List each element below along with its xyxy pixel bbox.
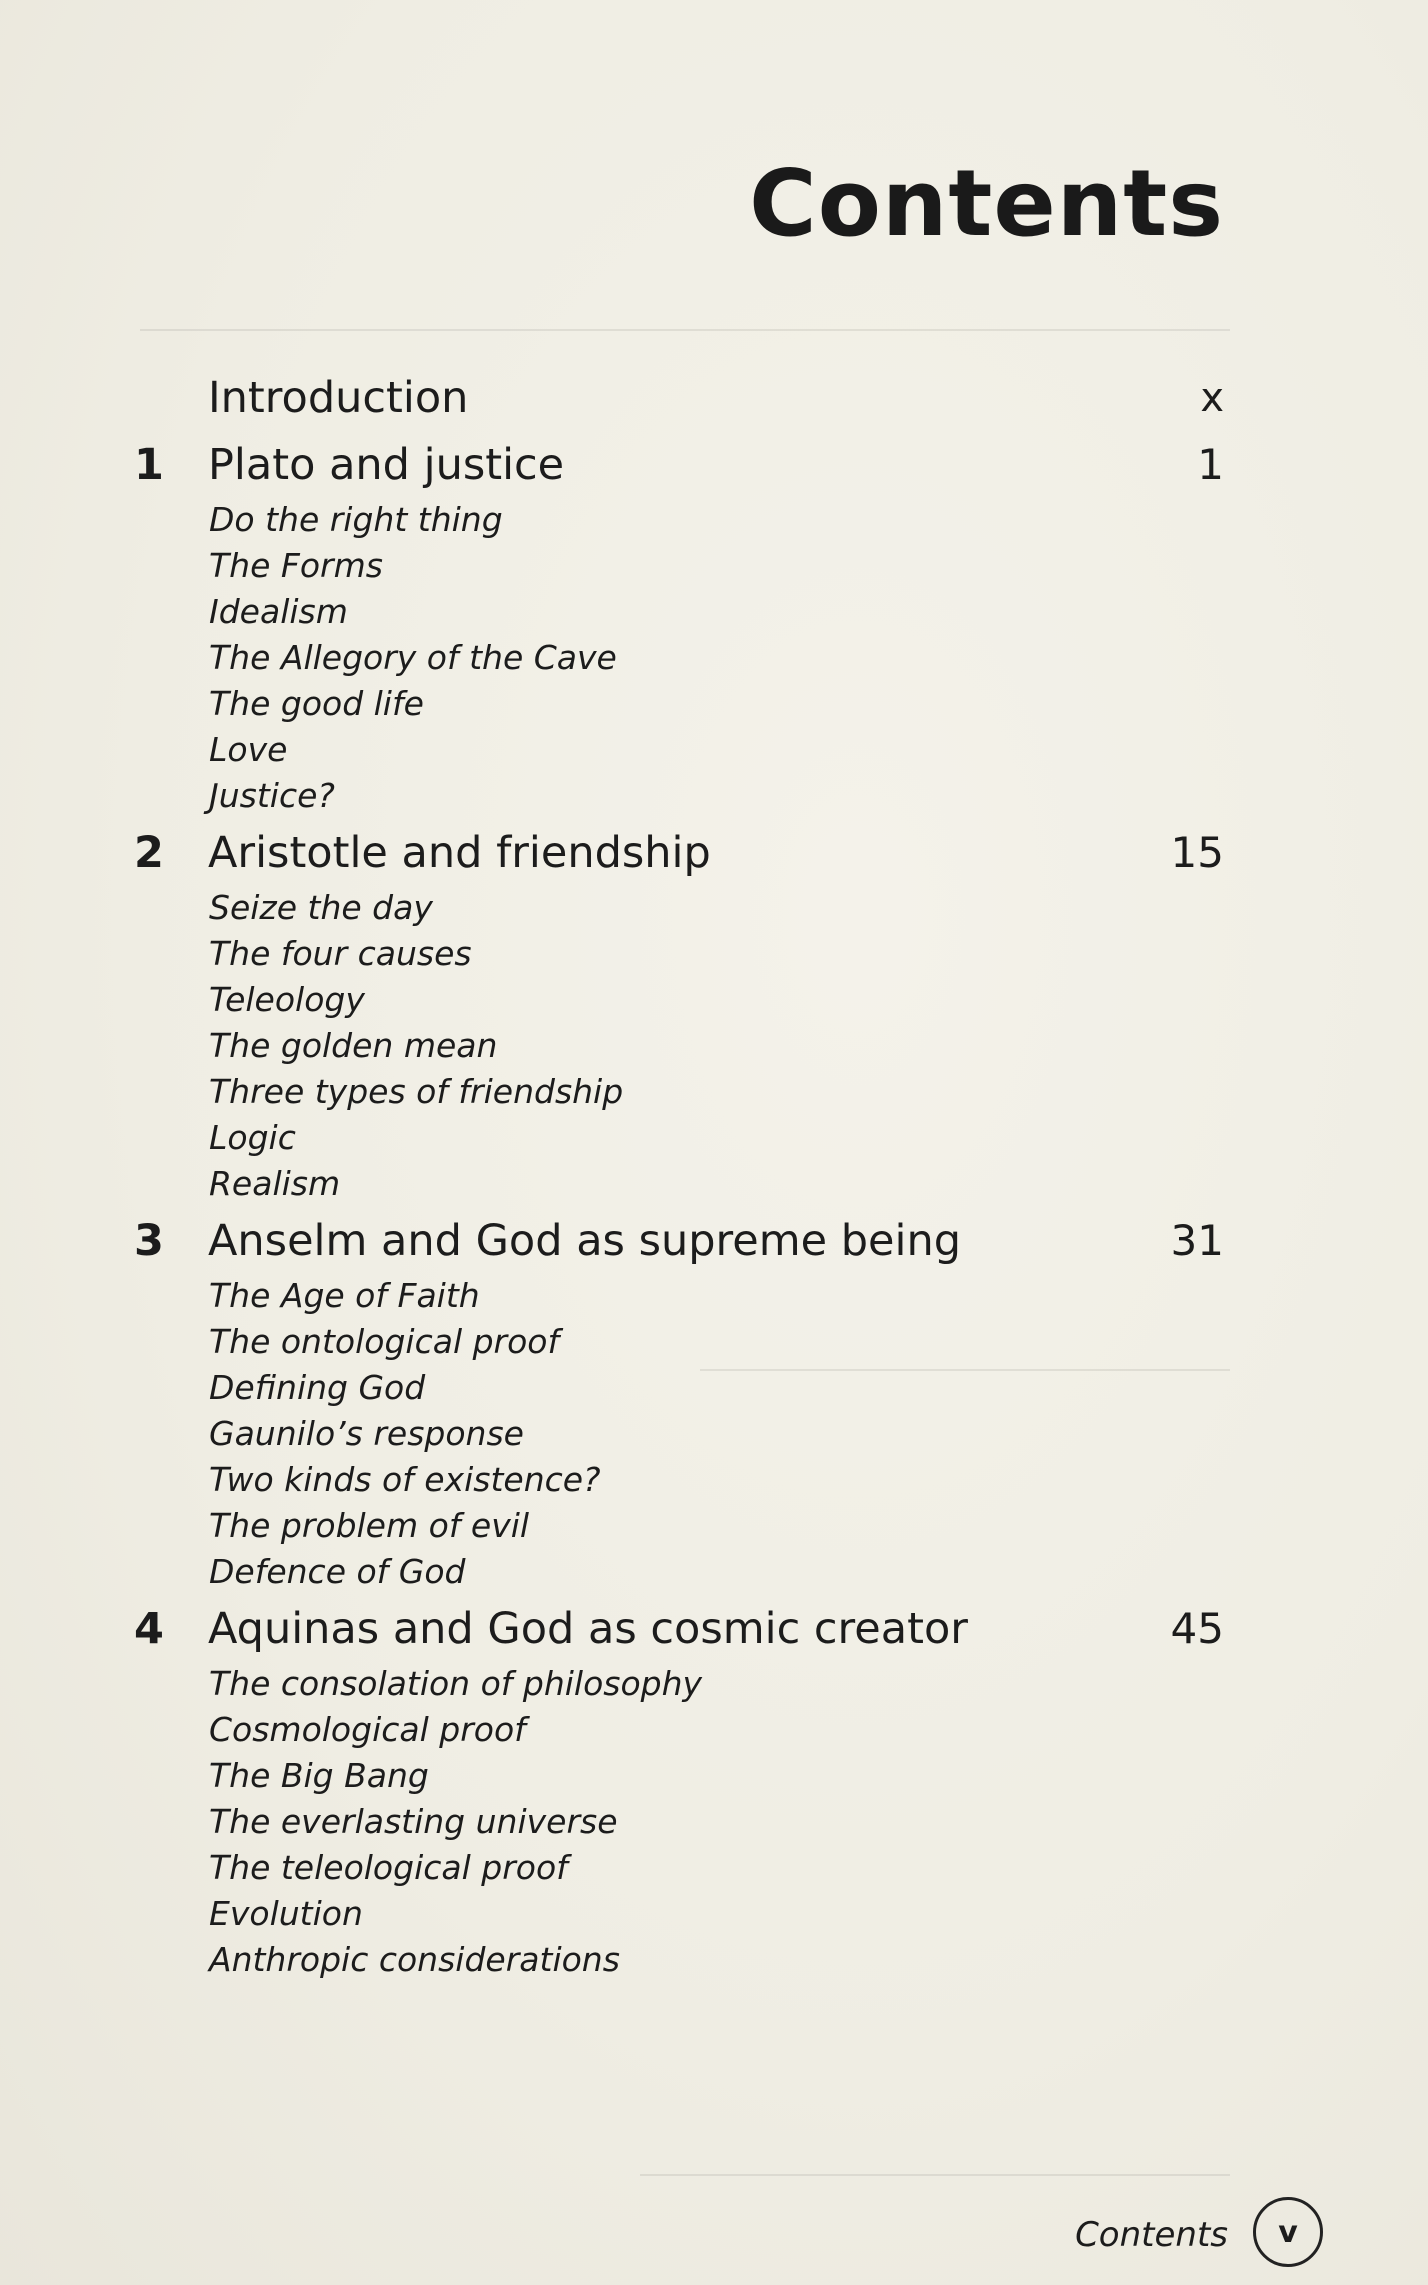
section-item: Realism [209, 1164, 341, 1203]
section-item: The consolation of philosophy [209, 1664, 703, 1703]
section-item: The problem of evil [209, 1506, 530, 1545]
chapter-number: 1 [134, 440, 164, 490]
chapter-title: Aquinas and God as cosmic creator [208, 1604, 968, 1654]
running-footer: Contents [1075, 2215, 1228, 2255]
section-item: The teleological proof [209, 1848, 568, 1887]
section-item: Love [209, 730, 288, 769]
chapter-number: 4 [134, 1604, 164, 1654]
chapter-title: Plato and justice [208, 440, 565, 490]
chapter-section-list [209, 1661, 702, 1983]
section-item: Three types of friendship [209, 1072, 624, 1111]
chapter-section-list [209, 1273, 601, 1595]
chapter-page-number: 31 [1170, 1216, 1224, 1265]
chapter-page-number: 45 [1170, 1604, 1224, 1653]
introduction-page-number: x [1200, 375, 1224, 421]
section-item: Justice? [209, 776, 335, 815]
section-item: The four causes [209, 934, 472, 973]
section-item: Idealism [209, 592, 348, 631]
chapter-number: 3 [134, 1216, 164, 1266]
chapter-section-list [209, 885, 623, 1207]
chapter-title: Aristotle and friendship [208, 828, 711, 878]
section-item: The everlasting universe [209, 1802, 618, 1841]
section-item: The Allegory of the Cave [209, 638, 617, 677]
section-item: Two kinds of existence? [209, 1460, 601, 1499]
chapter-title: Anselm and God as supreme being [208, 1216, 962, 1266]
section-item: Defining God [209, 1368, 426, 1407]
section-item: Do the right thing [209, 500, 503, 539]
section-item: Anthropic considerations [209, 1940, 620, 1979]
section-item: The golden mean [209, 1026, 498, 1065]
chapter-page-number: 15 [1170, 828, 1224, 877]
chapter-number: 2 [134, 828, 164, 878]
toc-introduction[interactable] [208, 370, 1224, 426]
section-item: Teleology [209, 980, 365, 1019]
section-item: The Age of Faith [209, 1276, 480, 1315]
chapter-page-number: 1 [1197, 440, 1224, 489]
section-item: The Forms [209, 546, 383, 585]
section-item: The good life [209, 684, 424, 723]
section-item: Evolution [209, 1894, 363, 1933]
section-item: The ontological proof [209, 1322, 560, 1361]
section-item: Logic [209, 1118, 296, 1157]
page-number-badge: v [1253, 2197, 1323, 2267]
chapter-section-list [209, 497, 617, 819]
introduction-label: Introduction [208, 373, 469, 423]
section-item: Gaunilo’s response [209, 1414, 524, 1453]
section-item: Cosmological proof [209, 1710, 526, 1749]
section-item: Seize the day [209, 888, 433, 927]
section-item: Defence of God [209, 1552, 466, 1591]
section-item: The Big Bang [209, 1756, 429, 1795]
page-title: Contents [749, 150, 1224, 257]
